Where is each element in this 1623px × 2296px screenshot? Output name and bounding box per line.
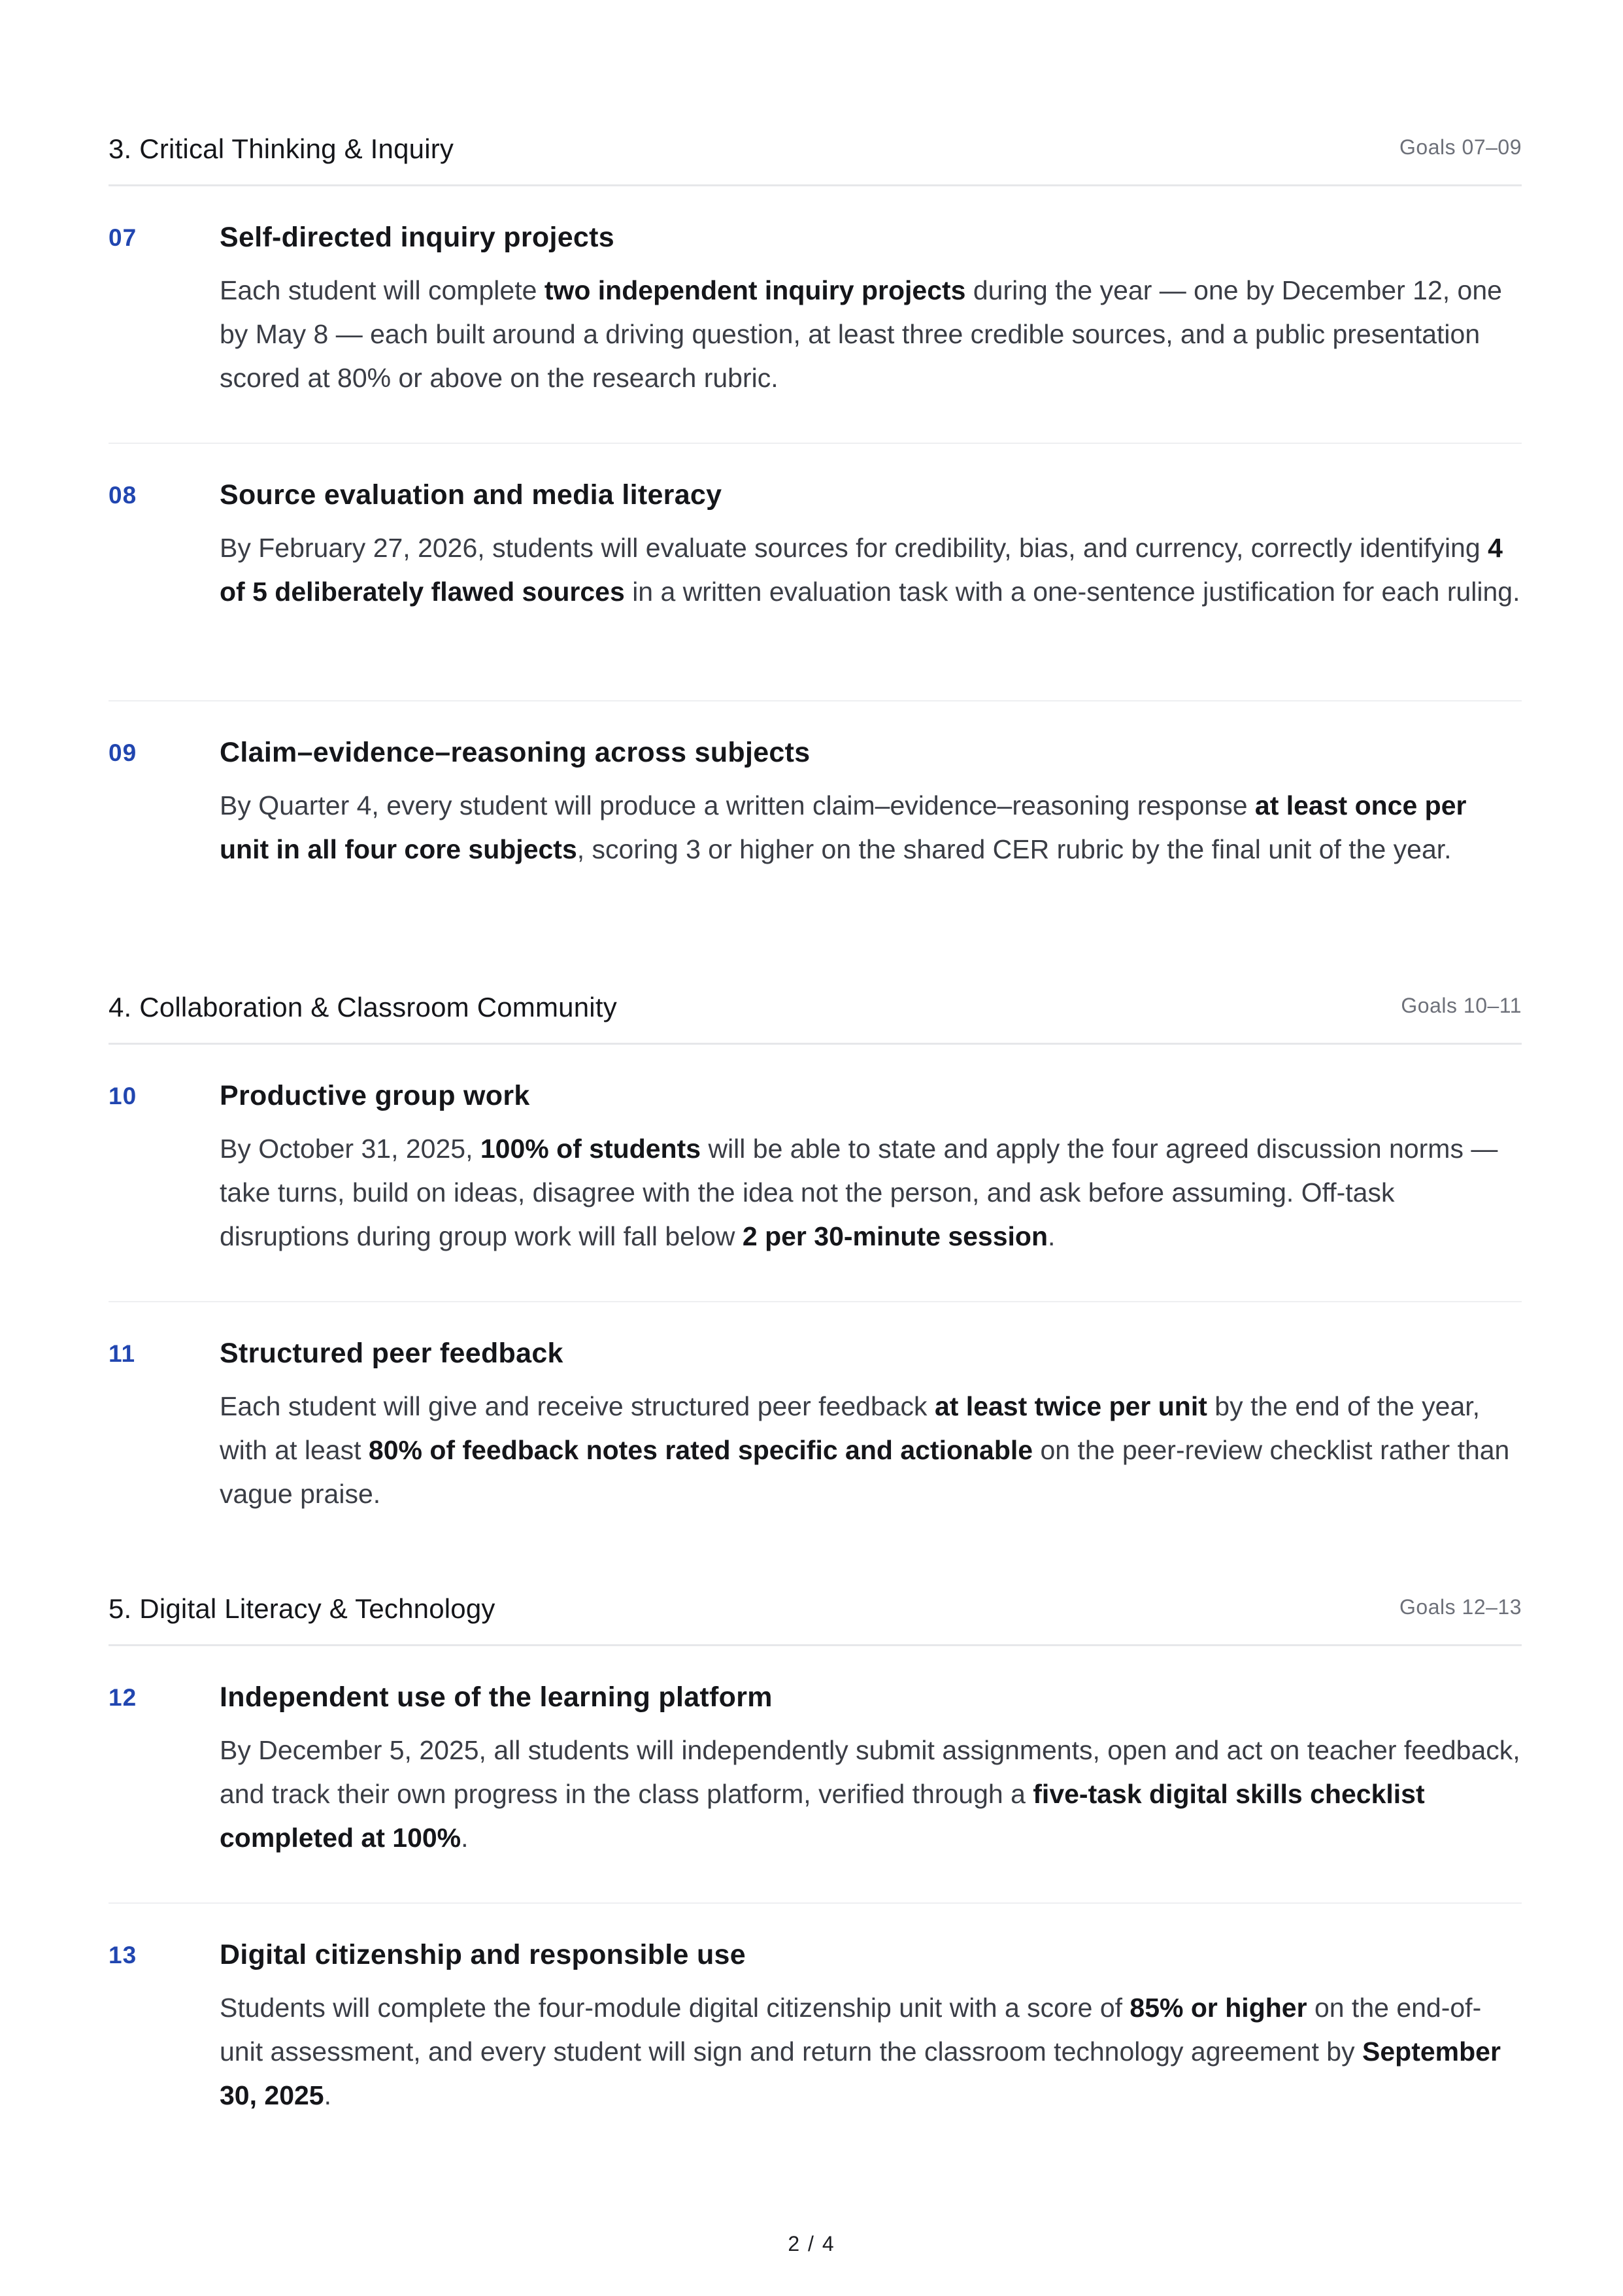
body-text: . <box>324 2080 332 2110</box>
section-title: 4. Collaboration & Classroom Community <box>109 992 617 1022</box>
goal-body <box>220 1045 1522 1258</box>
goal-title: Source evaluation and media literacy <box>220 479 722 511</box>
goal-item <box>109 1302 1522 1548</box>
section-header <box>109 124 1522 186</box>
goal-description <box>220 784 1522 871</box>
goal-title: Independent use of the learning platform <box>220 1681 773 1713</box>
goal-description <box>220 1127 1522 1258</box>
emphasis-text: 2 per 30-minute session <box>742 1221 1048 1251</box>
section-header <box>109 1584 1522 1646</box>
emphasis-text: September 30, 2025 <box>220 2036 1501 2110</box>
goal-body <box>220 444 1522 614</box>
body-text: . <box>461 1823 469 1853</box>
goal-number: 08 <box>109 482 137 509</box>
goal-body <box>220 1302 1522 1516</box>
goal-body <box>220 1904 1522 2118</box>
section-header <box>109 983 1522 1045</box>
goal-item <box>109 701 1522 947</box>
body-text: , scoring 3 or higher on the shared CER rubric by the final unit of the year. <box>577 834 1452 864</box>
goal-item <box>109 186 1522 444</box>
body-text: Students will complete the four-module digital citizenship unit with a score of <box>220 1993 1130 2023</box>
goal-title: Structured peer feedback <box>220 1338 563 1369</box>
body-text: during the year — one by December 12, one by May 8 — each built around a driving question, at least three credible sources, and a public presentation scored at 80% or above on the research rubric. <box>220 275 1502 393</box>
emphasis-text: at least twice per unit <box>934 1391 1207 1421</box>
emphasis-text: two independent inquiry projects <box>544 275 966 305</box>
section-digital-literacy <box>109 1584 1522 2150</box>
goal-item <box>109 1646 1522 1904</box>
goal-number: 11 <box>109 1340 136 1367</box>
goal-description <box>220 1986 1522 2118</box>
goal-description <box>220 1385 1522 1516</box>
goal-item <box>109 1904 1522 2150</box>
body-text: on the peer-review checklist rather than vague praise. <box>220 1435 1510 1509</box>
body-text: By February 27, 2026, students will evaluate sources for credibility, bias, and currency, correctly identifying <box>220 533 1488 563</box>
emphasis-text: at least once per unit in all four core subjects <box>220 790 1467 864</box>
section-title: 5. Digital Literacy & Technology <box>109 1593 495 1624</box>
goal-body <box>220 186 1522 400</box>
goal-description <box>220 1729 1522 1860</box>
goal-item <box>109 444 1522 701</box>
goal-title: Self-directed inquiry projects <box>220 222 614 253</box>
section-goal-range: Goals 10–11 <box>1401 994 1522 1017</box>
body-text: Each student will give and receive structured peer feedback <box>220 1391 935 1421</box>
body-text: on the end-of-unit assessment, and every student will sign and return the classroom technology agreement by <box>220 1993 1482 2067</box>
goal-number: 07 <box>109 224 137 251</box>
goal-body <box>220 1646 1522 1860</box>
body-text: By Quarter 4, every student will produce a written claim–evidence–reasoning response <box>220 790 1255 820</box>
section-collaboration <box>109 983 1522 1548</box>
body-text: By December 5, 2025, all students will independently submit assignments, open and act on teacher feedback, and track their own progress in the class platform, verified through a <box>220 1735 1520 1809</box>
emphasis-text: 80% of feedback notes rated specific and actionable <box>368 1435 1033 1465</box>
emphasis-text: 4 of 5 deliberately flawed sources <box>220 533 1503 607</box>
page-number: 2 / 4 <box>788 2232 835 2255</box>
goal-number: 09 <box>109 739 137 766</box>
section-goal-range: Goals 07–09 <box>1399 135 1522 159</box>
goal-title: Claim–evidence–reasoning across subjects <box>220 737 811 768</box>
body-text: in a written evaluation task with a one-sentence justification for each ruling. <box>624 577 1520 607</box>
section-critical-thinking <box>109 124 1522 947</box>
body-text: By October 31, 2025, <box>220 1134 480 1164</box>
goal-number: 10 <box>109 1083 137 1109</box>
body-text: by the end of the year, with at least <box>220 1391 1481 1465</box>
goal-description <box>220 269 1522 400</box>
body-text: will be able to state and apply the four agreed discussion norms — take turns, build on ideas, disagree with the idea not the person, and ask before assuming. Off-task disruptions during group work will fall below <box>220 1134 1498 1251</box>
goal-title: Digital citizenship and responsible use <box>220 1939 746 1970</box>
goal-number: 12 <box>109 1684 137 1711</box>
body-text: . <box>1048 1221 1056 1251</box>
goal-item <box>109 1045 1522 1302</box>
emphasis-text: 85% or higher <box>1129 1993 1307 2023</box>
emphasis-text: five-task digital skills checklist completed at 100% <box>220 1779 1425 1853</box>
section-title: 3. Critical Thinking & Inquiry <box>109 133 454 164</box>
section-goal-range: Goals 12–13 <box>1399 1595 1522 1619</box>
goal-number: 13 <box>109 1942 137 1968</box>
goal-body <box>220 701 1522 871</box>
body-text: Each student will complete <box>220 275 544 305</box>
goal-title: Productive group work <box>220 1080 530 1111</box>
goal-description <box>220 526 1522 614</box>
emphasis-text: 100% of students <box>480 1134 701 1164</box>
